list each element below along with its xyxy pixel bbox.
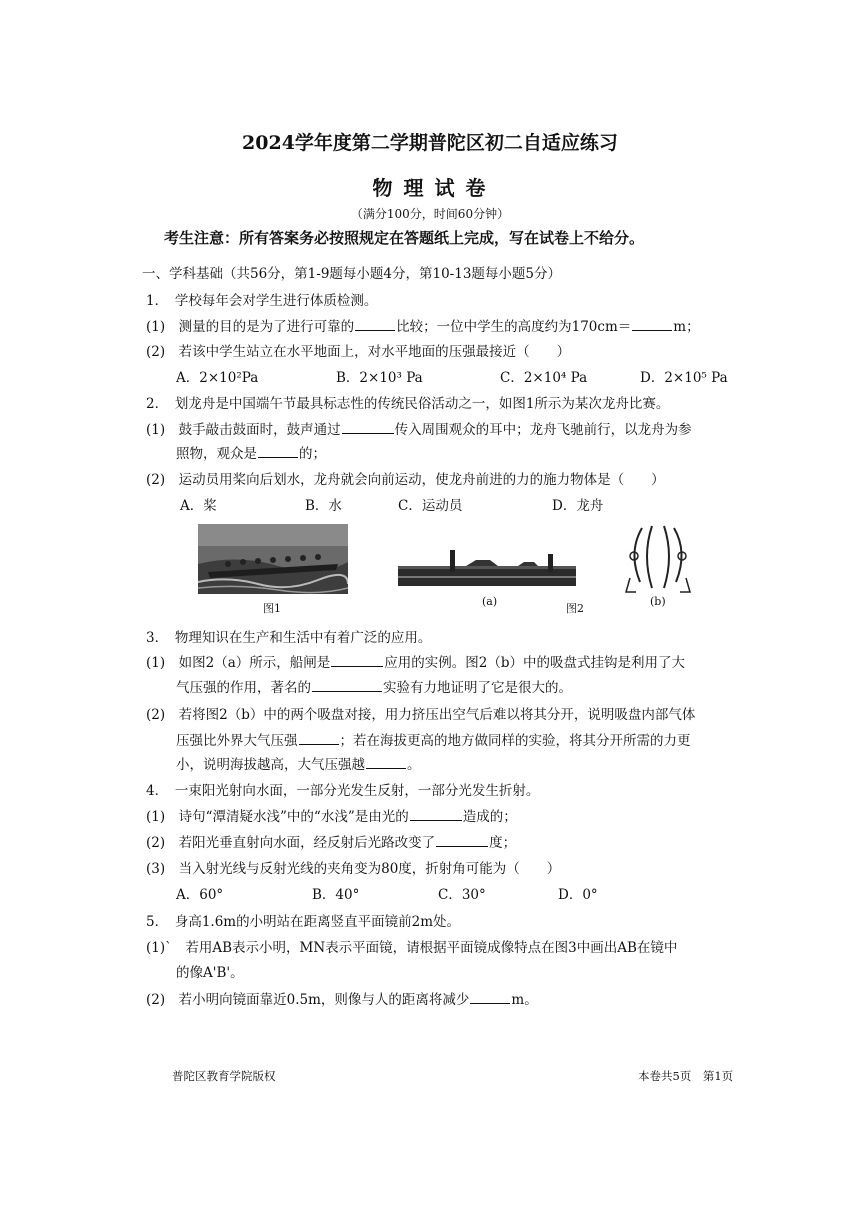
q4-option-b: B．40° <box>312 887 360 903</box>
ship-lock-figure <box>398 548 576 588</box>
q4-part3: (3) 当入射光线与反射光线的夹角变为80度，折射角可能为（ ） <box>146 861 561 877</box>
answer-blank <box>331 652 383 667</box>
answer-blank <box>410 806 462 821</box>
q3-part1-line2 <box>176 676 572 696</box>
q3-part2-line3 <box>176 753 421 773</box>
q3-stem: 3． 物理知识在生产和生活中有着广泛的应用。 <box>146 630 432 646</box>
q2-part2: (2) 运动员用桨向后划水，龙舟就会向前运动，使龙舟前进的力的施力物体是（ ） <box>146 472 665 488</box>
q5-stem: 5． 身高1.6m的小明站在距离竖直平面镜前2m处。 <box>146 914 460 930</box>
q2-option-b: B．水 <box>305 498 342 514</box>
q1-option-c: C．2×10⁴ Pa <box>500 370 588 386</box>
footer-copyright: 普陀区教育学院版权 <box>172 1069 276 1083</box>
q3-part1-text-c: 气压强的作用，著名的 <box>176 680 311 696</box>
q4-stem: 4． 一束阳光射向水面，一部分光发生反射，一部分光发生折射。 <box>146 783 540 799</box>
q3-part1-line1 <box>146 651 685 671</box>
q2-part1-text-a: (1) 鼓手敲击鼓面时，鼓声通过 <box>146 422 341 438</box>
q1-part1-text-c: m； <box>673 319 700 335</box>
q4-part2 <box>146 831 516 851</box>
q4-part1 <box>146 805 517 825</box>
footer-page-number: 本卷共5页 第1页 <box>638 1069 734 1083</box>
figure-2-caption: 图2 <box>566 602 584 615</box>
q3-part2-text-d: 小，说明海拔越高，大气压强越 <box>176 757 365 773</box>
q5-part2-text-a: (2) 若小明向镜面靠近0.5m，则像与人的距离将减少 <box>146 992 470 1008</box>
dragon-boat-photo <box>198 524 348 594</box>
answer-blank <box>632 316 672 331</box>
q5-part2 <box>146 988 538 1008</box>
answer-blank <box>342 419 394 434</box>
q2-part1-line1 <box>146 418 692 438</box>
q1-option-a: A．2×10²Pa <box>176 370 259 386</box>
q4-part2-text-b: 度； <box>489 835 517 851</box>
answer-blank <box>299 730 339 745</box>
answer-blank <box>355 316 395 331</box>
q5-part1-line1: (1)` 若用AB表示小明，MN表示平面镜，请根据平面镜成像特点在图3中画出AB在镜中 <box>146 940 678 956</box>
q3-part2-line1: (2) 若将图2（b）中的两个吸盘对接，用力挤压出空气后难以将其分开，说明吸盘内部气体 <box>146 707 696 723</box>
q4-part2-text-a: (2) 若阳光垂直射向水面，经反射后光路改变了 <box>146 835 436 851</box>
suction-cup-figure <box>622 522 694 598</box>
q2-part1-text-b: 传入周围观众的耳中；龙舟飞驰前行，以龙舟为参 <box>394 422 692 438</box>
q5-part1-line2: 的像A'B'。 <box>176 965 244 981</box>
exam-title: 2024学年度第二学期普陀区初二自适应练习 <box>242 132 618 154</box>
answer-blank <box>258 443 298 458</box>
q1-part2: (2) 若该中学生站立在水平地面上，对水平地面的压强最接近（ ） <box>146 344 571 360</box>
q1-part1 <box>146 315 700 335</box>
q1-stem: 1． 学校每年会对学生进行体质检测。 <box>146 293 378 309</box>
q3-part2-text-c: ；若在海拔更高的地方做同样的实验，将其分开所需的力更 <box>339 733 691 749</box>
q5-part2-text-b: m。 <box>511 992 538 1008</box>
figure-1-caption: 图1 <box>263 602 281 615</box>
q1-part1-text-b: 比较；一位中学生的高度约为170cm＝ <box>396 319 632 335</box>
exam-notice: 考生注意：所有答案务必按照规定在答题纸上完成，写在试卷上不给分。 <box>164 229 645 247</box>
q2-part1-line2 <box>176 442 326 462</box>
q3-part2-line2 <box>176 729 691 749</box>
q3-part1-text-d: 实验有力地证明了它是很大的。 <box>383 680 572 696</box>
figure-2a-caption: (a) <box>482 595 498 608</box>
q2-option-d: D．龙舟 <box>552 498 604 514</box>
q2-part1-text-d: 的； <box>299 446 326 462</box>
q1-part1-text-a: (1) 测量的目的是为了进行可靠的 <box>146 319 355 335</box>
q1-option-d: D．2×10⁵ Pa <box>640 370 728 386</box>
q2-stem: 2． 划龙舟是中国端午节最具标志性的传统民俗活动之一，如图1所示为某次龙舟比赛。 <box>146 396 670 412</box>
answer-blank <box>470 989 510 1004</box>
section-heading: 一、学科基础（共56分，第1-9题每小题4分，第10-13题每小题5分） <box>142 266 562 282</box>
subject-title: 物 理 试 卷 <box>372 176 488 200</box>
answer-blank <box>436 832 488 847</box>
q4-option-d: D．0° <box>558 887 598 903</box>
q2-option-c: C．运动员 <box>398 498 463 514</box>
q1-option-b: B．2×10³ Pa <box>336 370 423 386</box>
q4-part1-text-a: (1) 诗句“潭清疑水浅”中的“水浅”是由光的 <box>146 809 409 825</box>
answer-blank <box>366 754 406 769</box>
q4-option-a: A．60° <box>176 887 224 903</box>
figure-2b-caption: (b) <box>650 595 666 608</box>
q4-part1-text-b: 造成的； <box>462 809 517 825</box>
q3-part1-text-a: (1) 如图2（a）所示，船闸是 <box>146 655 331 671</box>
exam-meta: （满分100分，时间60分钟） <box>350 207 510 221</box>
q3-part2-text-b: 压强比外界大气压强 <box>176 733 298 749</box>
answer-blank <box>312 677 382 692</box>
q2-part1-text-c: 照物，观众是 <box>176 446 257 462</box>
q2-option-a: A．桨 <box>180 498 217 514</box>
q4-option-c: C．30° <box>438 887 486 903</box>
q3-part2-text-e: 。 <box>407 757 421 773</box>
q3-part1-text-b: 应用的实例。图2（b）中的吸盘式挂钩是利用了大 <box>384 655 685 671</box>
